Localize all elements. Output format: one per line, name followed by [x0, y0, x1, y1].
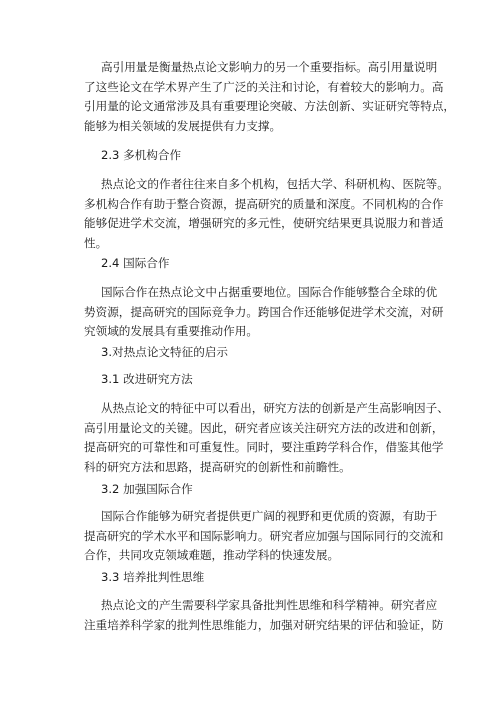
section-heading-3-3: 3.3 培养批判性思维 [101, 570, 205, 584]
paragraph-line: 热点论文的产生需要科学家具备批判性思维和科学精神。研究者应 [101, 598, 438, 612]
paragraph-line: 提高研究的可靠性和可重复性。同时，要注重跨学科合作，借鉴其他学 [84, 440, 444, 455]
section-heading-3-2: 3.2 加强国际合作 [101, 482, 193, 496]
paragraph-line: 注重培养科学家的批判性思维能力，加强对研究结果的评估和验证，防 [84, 617, 444, 632]
paragraph-improve-methods [84, 399, 449, 477]
paragraph-line: 合作，共同攻克领域难题，推动学科的快速发展。 [84, 548, 340, 563]
paragraph-critical-thinking [84, 596, 444, 635]
paragraph-line: 究领域的发展具有重要推动作用。 [84, 324, 258, 339]
paragraph-line: 提高研究的学术水平和国际影响力。研究者应加强与国际同行的交流和 [84, 528, 444, 543]
paragraph-line: 多机构合作有助于整合资源，提高研究的质量和深度。不同机构的合作 [84, 196, 444, 211]
paragraph-line: 科的研究方法和思路，提高研究的创新性和前瞻性。 [84, 459, 351, 474]
paragraph-line: 能够促进学术交流，增强研究的多元性，使研究结果更具说服力和普适 [84, 216, 444, 231]
paragraph-line: 热点论文的作者往往来自多个机构，包括大学、科研机构、医院等。 [101, 177, 449, 191]
paragraph-line: 高引用量是衡量热点论文影响力的另一个重要指标。高引用量说明 [101, 60, 438, 74]
paragraph-citation-impact [84, 58, 456, 136]
section-heading-2-4: 2.4 国际合作 [101, 256, 170, 270]
paragraph-line: 性。 [84, 235, 108, 250]
paragraph-strengthen-cooperation [84, 507, 444, 566]
section-heading-3-1: 3.1 改进研究方法 [101, 372, 193, 386]
paragraph-line: 国际合作在热点论文中占据重要地位。国际合作能够整合全球的优 [101, 285, 438, 299]
paragraph-line: 势资源，提高研究的国际竞争力。跨国合作还能够促进学术交流，对研 [84, 304, 444, 319]
section-heading-3: 3.对热点论文特征的启示 [101, 345, 228, 359]
paragraph-international-cooperation [84, 283, 444, 342]
paragraph-line: 了这些论文在学术界产生了广泛的关注和讨论，有着较大的影响力。高 [84, 79, 444, 94]
paragraph-multi-institution [84, 175, 449, 253]
section-heading-2-3: 2.3 多机构合作 [101, 148, 182, 162]
paragraph-line: 国际合作能够为研究者提供更广阔的视野和更优质的资源，有助于 [101, 509, 438, 523]
paragraph-line: 从热点论文的特征中可以看出，研究方法的创新是产生高影响因子、 [101, 401, 449, 415]
paragraph-line: 高引用量论文的关键。因此，研究者应该关注研究方法的改进和创新， [84, 420, 444, 435]
paragraph-line: 能够为相关领域的发展提供有力支撑。 [84, 118, 282, 133]
paragraph-line: 引用量的论文通常涉及具有重要理论突破、方法创新、实证研究等特点， [84, 99, 456, 114]
